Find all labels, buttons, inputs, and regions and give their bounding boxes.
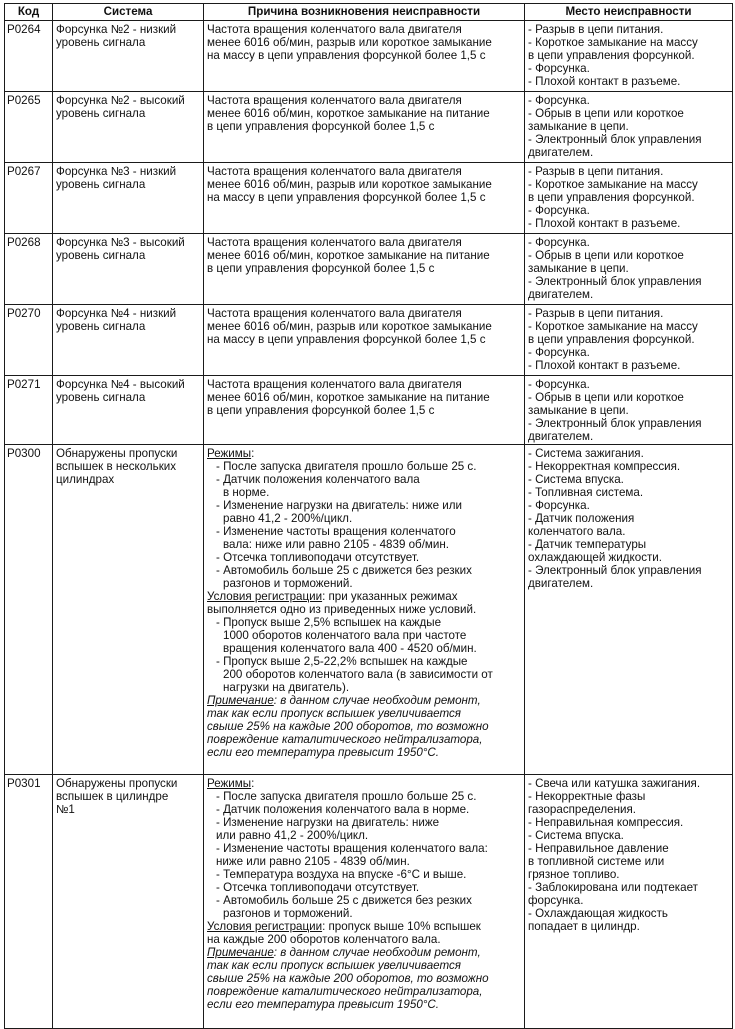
cell-cause: Частота вращения коленчатого вала двигателя менее 6016 об/мин, короткое замыкание на питание в цепи управления форсункой более 1,5 с (204, 234, 525, 305)
cell-code: P0264 (5, 21, 53, 92)
table-row-p0301 (5, 774, 733, 1028)
header-code: Код (5, 4, 53, 21)
conditions-heading: Условия регистрации: пропуск выше 10% вспышек (207, 919, 481, 933)
cell-location: - Разрыв в цепи питания. - Короткое замыкание на массу в цепи управления форсункой. - Форсунка. - Плохой контакт в разъеме. (525, 21, 733, 92)
table-row (5, 305, 733, 376)
cell-cause: Частота вращения коленчатого вала двигателя менее 6016 об/мин, разрыв или короткое замыкание на массу в цепи управления форсункой более 1,5 с (204, 163, 525, 234)
cell-code: P0301 (5, 774, 53, 1028)
header-location: Место неисправности (525, 4, 733, 21)
table-header-row (5, 4, 733, 21)
cell-cause: Частота вращения коленчатого вала двигателя менее 6016 об/мин, короткое замыкание на питание в цепи управления форсункой более 1,5 с (204, 376, 525, 445)
cell-code: P0268 (5, 234, 53, 305)
cell-location: - Свеча или катушка зажигания. - Некорректные фазы газораспределения. - Неправильная компрессия. - Система впуска. - Неправильное давление в топливной системе или грязное топливо. - Заблокирована или подтекает форсунка. - Охлаждающая жидкость попадает в цилиндр. (525, 774, 733, 1028)
cell-cause: Частота вращения коленчатого вала двигателя менее 6016 об/мин, короткое замыкание на питание в цепи управления форсункой более 1,5 с (204, 92, 525, 163)
cell-code: P0270 (5, 305, 53, 376)
cell-system: Форсунка №2 - высокий уровень сигнала (53, 92, 204, 163)
cell-code: P0265 (5, 92, 53, 163)
cell-cause: Частота вращения коленчатого вала двигателя менее 6016 об/мин, разрыв или короткое замыкание на массу в цепи управления форсункой более 1,5 с (204, 305, 525, 376)
cell-location: - Система зажигания. - Некорректная компрессия. - Система впуска. - Топливная система. - Форсунка. - Датчик положения коленчатого вала. - Датчик температуры охлаждающей жидкости. - Электронный блок управления двигателем. (525, 444, 733, 774)
cell-code: P0300 (5, 444, 53, 774)
cell-location: - Форсунка. - Обрыв в цепи или короткое замыкание в цепи. - Электронный блок управления двигателем. (525, 234, 733, 305)
cell-system: Форсунка №3 - низкий уровень сигнала (53, 163, 204, 234)
cell-system: Форсунка №2 - низкий уровень сигнала (53, 21, 204, 92)
cell-cause: Режимы: - После запуска двигателя прошло больше 25 с. - Датчик положения коленчатого вала в норме. - Изменение нагрузки на двигатель: ниже или равно 41,2 - 200%/цикл. - Изменение частоты вращения коленчатого вала: ниже или равно 2105 - 4839 об/мин. - Температура воздуха на впуске -6°С и выше. - Отсечка топливоподачи отсутствует. - Автомобиль больше 25 с движется без резких разгонов и торможений. Условия регистрации: пропуск выше 10% вспышек на каждые 200 оборотов коленчатого вала. Примечание: в данном случае необходим ремонт, так как если пропуск вспышек увеличивается свыше 25% на каждые 200 оборотов, то возможно повреждение каталитического нейтрализатора, если его температура превысит 1950°С. (204, 774, 525, 1028)
cell-code: P0271 (5, 376, 53, 445)
fault-code-table (4, 3, 733, 1029)
cell-system: Форсунка №4 - низкий уровень сигнала (53, 305, 204, 376)
header-system: Система (53, 4, 204, 21)
table-row (5, 21, 733, 92)
cell-system: Обнаружены пропуски вспышек в цилиндре №1 (53, 774, 204, 1028)
modes-heading: Режимы: (207, 776, 255, 790)
conditions-heading: Условия регистрации: при указанных режимах (207, 589, 458, 603)
table-row (5, 92, 733, 163)
table-row (5, 234, 733, 305)
cell-system: Форсунка №4 - высокий уровень сигнала (53, 376, 204, 445)
cell-cause: Режимы: - После запуска двигателя прошло больше 25 с. - Датчик положения коленчатого вала в норме. - Изменение нагрузки на двигатель: ниже или равно 41,2 - 200%/цикл. - Изменение частоты вращения коленчатого вала: ниже или равно 2105 - 4839 об/мин. - Отсечка топливоподачи отсутствует. - Автомобиль больше 25 с движется без резких разгонов и торможений. Условия регистрации: при указанных режимах выполняется одно из приведенных ниже условий. - Пропуск выше 2,5% вспышек на каждые 1000 оборотов коленчатого вала при частоте вращения коленчатого вала 400 - 4520 об/мин. - Пропуск выше 2,5-22,2% вспышек на каждые 200 оборотов коленчатого вала (в зависимости от нагрузки на двигатель). Примечание: в данном случае необходим ремонт, так как если пропуск вспышек увеличивается свыше 25% на каждые 200 оборотов, то возможно повреждение каталитического нейтрализатора, если его температура превысит 1950°С. (204, 444, 525, 774)
cell-location: - Форсунка. - Обрыв в цепи или короткое замыкание в цепи. - Электронный блок управления двигателем. (525, 92, 733, 163)
table-row (5, 376, 733, 445)
note-heading: Примечание: в данном случае необходим ремонт, (207, 693, 481, 707)
cell-location: - Разрыв в цепи питания. - Короткое замыкание на массу в цепи управления форсункой. - Форсунка. - Плохой контакт в разъеме. (525, 305, 733, 376)
table-row (5, 163, 733, 234)
table-row-p0300 (5, 444, 733, 774)
cell-location: - Форсунка. - Обрыв в цепи или короткое замыкание в цепи. - Электронный блок управления двигателем. (525, 376, 733, 445)
cell-code: P0267 (5, 163, 53, 234)
header-cause: Причина возникновения неисправности (204, 4, 525, 21)
cell-cause: Частота вращения коленчатого вала двигателя менее 6016 об/мин, разрыв или короткое замыкание на массу в цепи управления форсункой более 1,5 с (204, 21, 525, 92)
note-heading: Примечание: в данном случае необходим ремонт, (207, 945, 481, 959)
cell-location: - Разрыв в цепи питания. - Короткое замыкание на массу в цепи управления форсункой. - Форсунка. - Плохой контакт в разъеме. (525, 163, 733, 234)
cell-system: Форсунка №3 - высокий уровень сигнала (53, 234, 204, 305)
modes-heading: Режимы: (207, 446, 255, 460)
cell-system: Обнаружены пропуски вспышек в нескольких цилиндрах (53, 444, 204, 774)
